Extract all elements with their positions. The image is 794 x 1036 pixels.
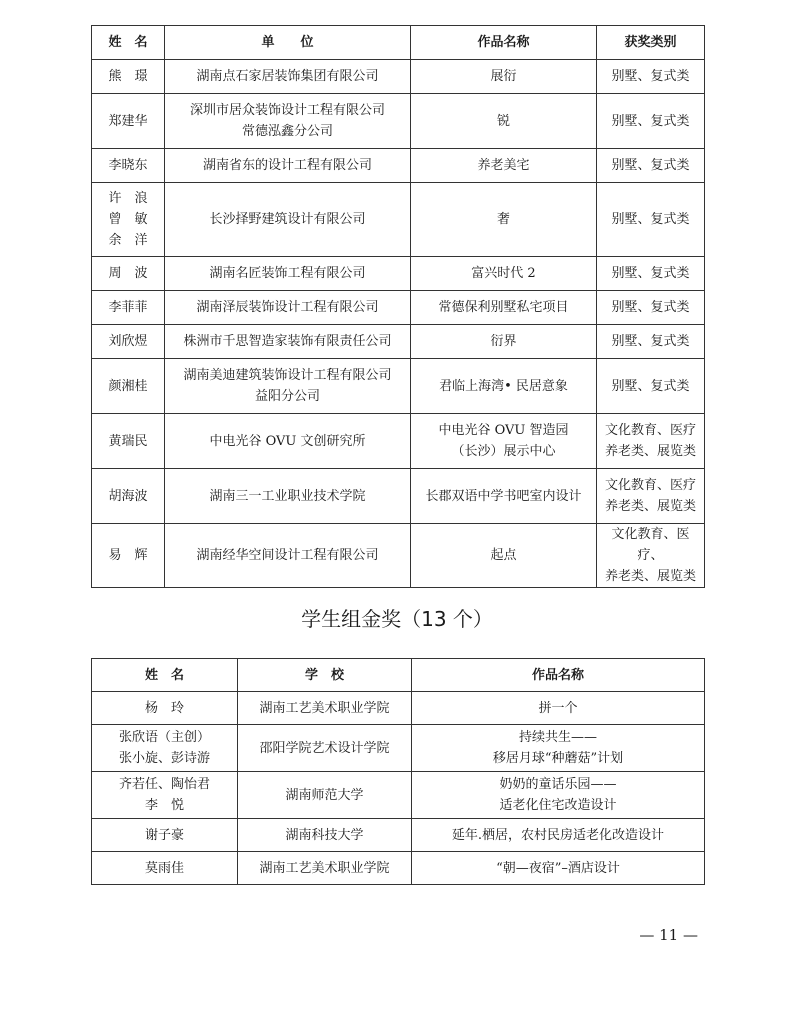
cell-line: 拼一个 (538, 700, 578, 716)
cell-unit (165, 359, 411, 414)
cell-school (238, 725, 412, 772)
table-body (92, 60, 705, 588)
cell-line: 养老类、展览类 (604, 569, 696, 584)
cell-line: 湖南三一工业职业技术学院 (209, 488, 366, 504)
table-row (92, 325, 705, 359)
cell-work (412, 725, 705, 772)
cell-line: 余 洋 (108, 233, 148, 248)
cell-work (411, 524, 597, 588)
cell-line: 别墅、复式类 (611, 300, 690, 315)
cell-line: 养老美宅 (477, 158, 530, 173)
cell-line: 别墅、复式类 (611, 212, 690, 227)
cell-line: 适老化住宅改造设计 (499, 798, 617, 813)
cell-work (412, 852, 705, 885)
cell-category (597, 94, 705, 149)
table-row (92, 60, 705, 94)
cell-line: 李晓东 (108, 158, 148, 173)
cell-name (92, 772, 238, 819)
cell-work (411, 94, 597, 149)
cell-name (92, 414, 165, 469)
cell-work (412, 772, 705, 819)
table-row (92, 725, 705, 772)
cell-unit (165, 524, 411, 588)
table-row (92, 359, 705, 414)
cell-category (597, 469, 705, 524)
cell-line: 延年.栖居，农村民房适老化改造设计 (451, 827, 665, 843)
cell-unit (165, 257, 411, 291)
cell-line: 齐若任、陶怡君 (118, 777, 210, 792)
cell-category (597, 325, 705, 359)
cell-line: 奶奶的童话乐园—— (499, 777, 617, 792)
cell-work (412, 819, 705, 852)
table-row (92, 291, 705, 325)
cell-line: 湖南名匠装饰工程有限公司 (209, 266, 366, 281)
cell-school (238, 852, 412, 885)
cell-unit (165, 414, 411, 469)
table-row (92, 469, 705, 524)
cell-line: 李菲菲 (108, 300, 148, 315)
cell-line: 刘欣煜 (108, 334, 148, 349)
cell-line: 养老类、展览类 (604, 499, 696, 514)
cell-line: 文化教育、医疗 (604, 423, 696, 438)
cell-work (411, 414, 597, 469)
table-row (92, 183, 705, 257)
winners-table-professional (91, 25, 705, 588)
table-header-row (92, 26, 705, 60)
cell-line: 张欣语（主创） (118, 730, 210, 745)
cell-line: 别墅、复式类 (611, 334, 690, 349)
cell-line: 别墅、复式类 (611, 378, 690, 394)
cell-line: “朝—夜宿”–酒店设计 (496, 860, 620, 876)
cell-line: 文化教育、医疗 (604, 478, 696, 493)
cell-school (238, 819, 412, 852)
cell-unit (165, 183, 411, 257)
table-header-row (92, 659, 705, 692)
cell-line: 别墅、复式类 (611, 266, 690, 281)
cell-unit (165, 469, 411, 524)
cell-line: 长沙择野建筑设计有限公司 (209, 212, 366, 227)
cell-line: （长沙）展示中心 (451, 444, 556, 459)
cell-unit (165, 149, 411, 183)
cell-school (238, 772, 412, 819)
cell-work (411, 149, 597, 183)
cell-line: 奢 (496, 212, 510, 227)
cell-unit (165, 291, 411, 325)
cell-line: 湖南科技大学 (285, 827, 364, 843)
cell-line: 别墅、复式类 (611, 158, 690, 173)
cell-line: 易 辉 (108, 548, 148, 563)
cell-line: 君临上海湾• 民居意象 (439, 378, 568, 394)
cell-line: 曾 敏 (108, 212, 148, 227)
cell-line: 湖南经华空间设计工程有限公司 (196, 548, 379, 563)
table-body (92, 692, 705, 885)
cell-work (411, 183, 597, 257)
cell-line: 益阳分公司 (254, 389, 320, 404)
cell-name (92, 257, 165, 291)
cell-line: 胡海波 (108, 488, 148, 504)
cell-line: 湖南工艺美术职业学院 (259, 860, 390, 876)
cell-category (597, 183, 705, 257)
cell-line: 湖南工艺美术职业学院 (259, 700, 390, 716)
cell-line: 湖南泽辰装饰设计工程有限公司 (196, 300, 379, 315)
cell-line: 株洲市千思智造家装饰有限责任公司 (183, 334, 392, 349)
cell-line: 中电光谷 OVU 智造园 (438, 423, 569, 438)
cell-name (92, 359, 165, 414)
cell-line: 持续共生—— (518, 730, 597, 745)
cell-name (92, 183, 165, 257)
cell-work (411, 325, 597, 359)
cell-name (92, 852, 238, 885)
cell-unit (165, 325, 411, 359)
winners-table-student (91, 658, 705, 885)
table-row (92, 819, 705, 852)
cell-category (597, 414, 705, 469)
cell-line: 莫雨佳 (144, 860, 184, 876)
header-work: 作品名称 (412, 659, 705, 692)
cell-line: 杨 玲 (144, 700, 184, 716)
cell-line: 常德保利别墅私宅项目 (438, 300, 569, 315)
cell-line: 常德泓鑫分公司 (241, 124, 333, 139)
cell-category (597, 149, 705, 183)
cell-work (411, 469, 597, 524)
cell-line: 文化教育、医疗、 (611, 527, 690, 563)
cell-name (92, 524, 165, 588)
cell-line: 张小旋、彭诗游 (118, 751, 210, 766)
cell-name (92, 692, 238, 725)
cell-line: 移居月球“种蘑菇”计划 (492, 751, 624, 766)
cell-name (92, 291, 165, 325)
table-row (92, 772, 705, 819)
cell-work (411, 291, 597, 325)
header-name: 姓 名 (92, 26, 165, 60)
cell-line: 富兴时代 2 (471, 266, 536, 281)
header-name: 姓 名 (92, 659, 238, 692)
cell-category (597, 291, 705, 325)
cell-line: 别墅、复式类 (611, 69, 690, 84)
cell-line: 深圳市居众装饰设计工程有限公司 (189, 103, 385, 118)
table-row (92, 414, 705, 469)
table-row (92, 257, 705, 291)
cell-line: 展衍 (490, 69, 517, 84)
cell-work (411, 60, 597, 94)
cell-name (92, 725, 238, 772)
header-unit: 单 位 (165, 26, 411, 60)
section-title: 学生组金奖（13 个） (301, 607, 493, 631)
cell-category (597, 257, 705, 291)
cell-line: 湖南师范大学 (285, 787, 364, 803)
cell-line: 湖南点石家居装饰集团有限公司 (196, 69, 379, 84)
cell-line: 湖南美迪建筑装饰设计工程有限公司 (183, 368, 392, 383)
cell-unit (165, 94, 411, 149)
cell-school (238, 692, 412, 725)
cell-category (597, 524, 705, 588)
cell-name (92, 325, 165, 359)
cell-work (411, 359, 597, 414)
cell-name (92, 94, 165, 149)
cell-line: 锐 (496, 113, 510, 129)
cell-line: 李 悦 (144, 798, 184, 813)
cell-line: 周 波 (108, 266, 148, 281)
cell-line: 养老类、展览类 (604, 444, 696, 459)
table-row (92, 852, 705, 885)
header-category: 获奖类别 (597, 26, 705, 60)
table-row (92, 524, 705, 588)
cell-name (92, 149, 165, 183)
cell-work (411, 257, 597, 291)
cell-category (597, 359, 705, 414)
cell-line: 起点 (490, 548, 517, 563)
cell-line: 黄瑞民 (108, 433, 148, 449)
cell-line: 邵阳学院艺术设计学院 (259, 740, 390, 756)
page-number: — 11 — (639, 926, 698, 944)
cell-line: 别墅、复式类 (611, 113, 690, 129)
cell-category (597, 60, 705, 94)
cell-name (92, 60, 165, 94)
table-row (92, 692, 705, 725)
header-work: 作品名称 (411, 26, 597, 60)
cell-line: 颜湘桂 (108, 378, 148, 394)
table-row (92, 94, 705, 149)
cell-line: 郑建华 (108, 113, 148, 129)
table-row (92, 149, 705, 183)
cell-line: 熊 璟 (108, 69, 148, 84)
cell-line: 谢子豪 (144, 827, 184, 843)
cell-line: 衍界 (490, 334, 517, 349)
cell-name (92, 819, 238, 852)
cell-name (92, 469, 165, 524)
cell-line: 中电光谷 OVU 文创研究所 (209, 433, 366, 449)
cell-line: 湖南省东的设计工程有限公司 (202, 158, 372, 173)
cell-line: 许 浪 (108, 191, 148, 206)
cell-work (412, 692, 705, 725)
header-school: 学 校 (238, 659, 412, 692)
cell-unit (165, 60, 411, 94)
cell-line: 长郡双语中学书吧室内设计 (425, 488, 582, 504)
